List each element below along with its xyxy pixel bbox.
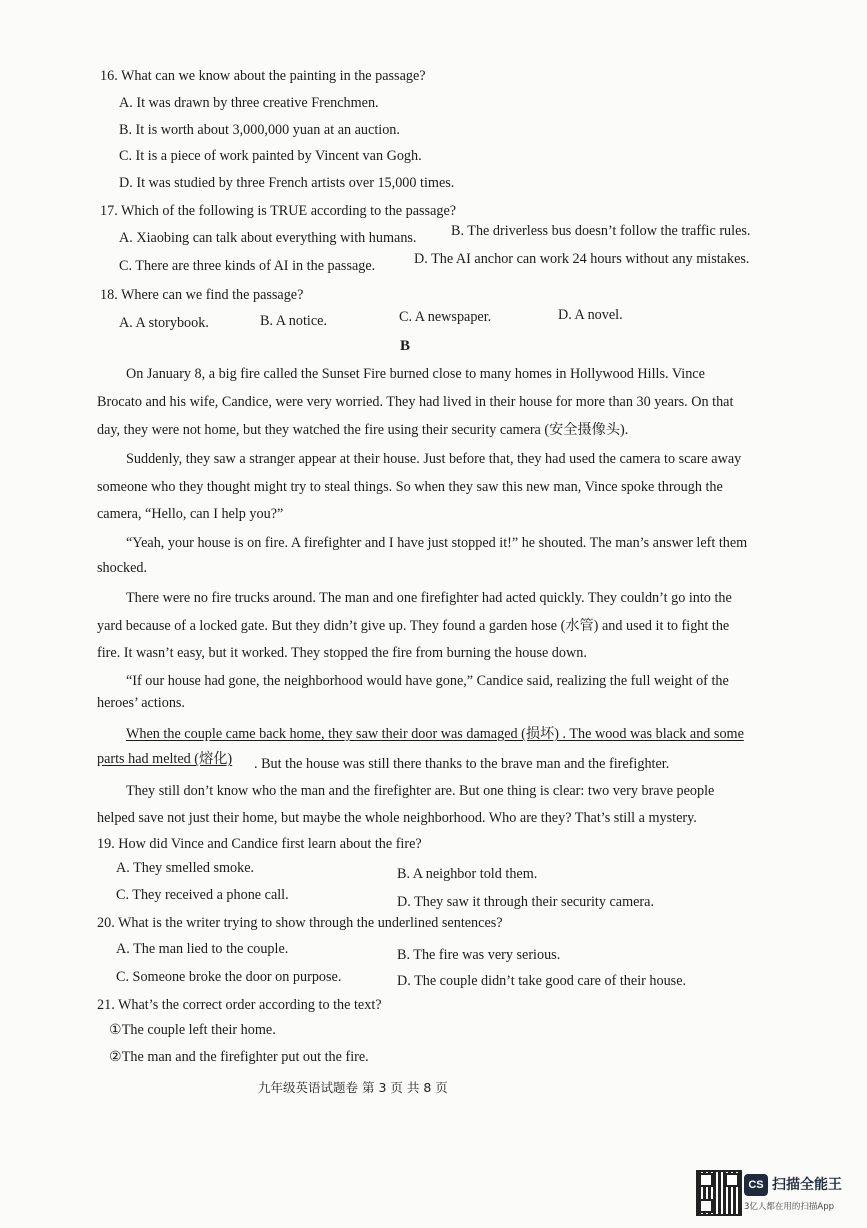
page-footer: 九年级英语试题卷 第 3 页 共 8 页 [258, 1080, 448, 1095]
order-item-2: ②The man and the firefighter put out the fire. [109, 1049, 369, 1065]
option-20c: C. Someone broke the door on purpose. [116, 969, 342, 985]
option-17a: A. Xiaobing can talk about everything with humans. [119, 230, 417, 246]
order-item-1: ①The couple left their home. [109, 1022, 276, 1038]
passage-line: “Yeah, your house is on fire. A firefighter and I have just stopped it!” he shouted. The man’s answer left them [126, 535, 748, 551]
question-21: 21. What’s the correct order according to the text? [97, 997, 382, 1013]
passage-line: There were no fire trucks around. The man and one firefighter had acted quickly. They couldn’t go into the [126, 590, 732, 606]
option-16d: D. It was studied by three French artists over 15,000 times. [119, 175, 455, 191]
question-20: 20. What is the writer trying to show through the underlined sentences? [97, 915, 503, 931]
passage-line: shocked. [97, 560, 148, 576]
option-20d: D. The couple didn’t take good care of their house. [397, 973, 687, 989]
option-19d: D. They saw it through their security camera. [397, 894, 655, 910]
camscanner-logo: CS [744, 1174, 768, 1196]
question-17: 17. Which of the following is TRUE according to the passage? [100, 203, 457, 219]
passage-line: yard because of a locked gate. But they didn’t give up. They found a garden hose (水管) and used it to fight the [97, 618, 730, 634]
passage-line: Brocato and his wife, Candice, were very worried. They had lived in their house for more than 30 years. On that [97, 394, 734, 410]
question-16: 16. What can we know about the painting in the passage? [100, 68, 426, 84]
question-18: 18. Where can we find the passage? [100, 287, 304, 303]
option-17b: B. The driverless bus doesn’t follow the traffic rules. [451, 223, 751, 239]
option-20a: A. The man lied to the couple. [116, 941, 289, 957]
passage-line: someone who they thought might try to steal things. So when they saw this new man, Vince spoke through the [97, 479, 723, 495]
option-18b: B. A notice. [260, 313, 327, 329]
passage-line: helped save not just their home, but maybe the whole neighborhood. Who are they? That’s still a mystery. [97, 810, 697, 826]
passage-line: . But the house was still there thanks to the brave man and the firefighter. [254, 756, 670, 772]
passage-line: On January 8, a big fire called the Sunset Fire burned close to many homes in Hollywood Hills. Vince [126, 366, 705, 382]
underlined-sentence: When the couple came back home, they saw their door was damaged (损坏) . The wood was black and some [126, 726, 744, 742]
passage-line: heroes’ actions. [97, 695, 185, 711]
option-19a: A. They smelled smoke. [116, 860, 255, 876]
passage-line: day, they were not home, but they watched the fire using their security camera (安全摄像头). [97, 422, 629, 438]
passage-line: fire. It wasn’t easy, but it worked. They stopped the fire from burning the house down. [97, 645, 587, 661]
option-17d: D. The AI anchor can work 24 hours without any mistakes. [414, 251, 750, 267]
qr-code-icon [696, 1170, 742, 1216]
passage-line: camera, “Hello, can I help you?” [97, 506, 284, 522]
question-19: 19. How did Vince and Candice first learn about the fire? [97, 836, 422, 852]
option-16b: B. It is worth about 3,000,000 yuan at an auction. [119, 122, 400, 138]
option-16a: A. It was drawn by three creative Frenchmen. [119, 95, 379, 111]
option-19b: B. A neighbor told them. [397, 866, 538, 882]
passage-line: Suddenly, they saw a stranger appear at their house. Just before that, they had used the camera to scare away [126, 451, 742, 467]
option-20b: B. The fire was very serious. [397, 947, 561, 963]
option-18c: C. A newspaper. [399, 309, 492, 325]
option-18a: A. A storybook. [119, 315, 209, 331]
passage-line: “If our house had gone, the neighborhood would have gone,” Candice said, realizing the full weight of the [126, 673, 729, 689]
passage-line: They still don’t know who the man and the firefighter are. But one thing is clear: two very brave people [126, 783, 715, 799]
option-17c: C. There are three kinds of AI in the passage. [119, 258, 376, 274]
scanner-tagline: 3亿人都在用的扫描App [744, 1202, 835, 1212]
option-19c: C. They received a phone call. [116, 887, 289, 903]
scanner-app-name: 扫描全能王 [772, 1177, 842, 1193]
section-heading: B [400, 338, 411, 354]
option-18d: D. A novel. [558, 307, 623, 323]
underlined-sentence: parts had melted (熔化) [97, 751, 233, 767]
option-16c: C. It is a piece of work painted by Vincent van Gogh. [119, 148, 422, 164]
